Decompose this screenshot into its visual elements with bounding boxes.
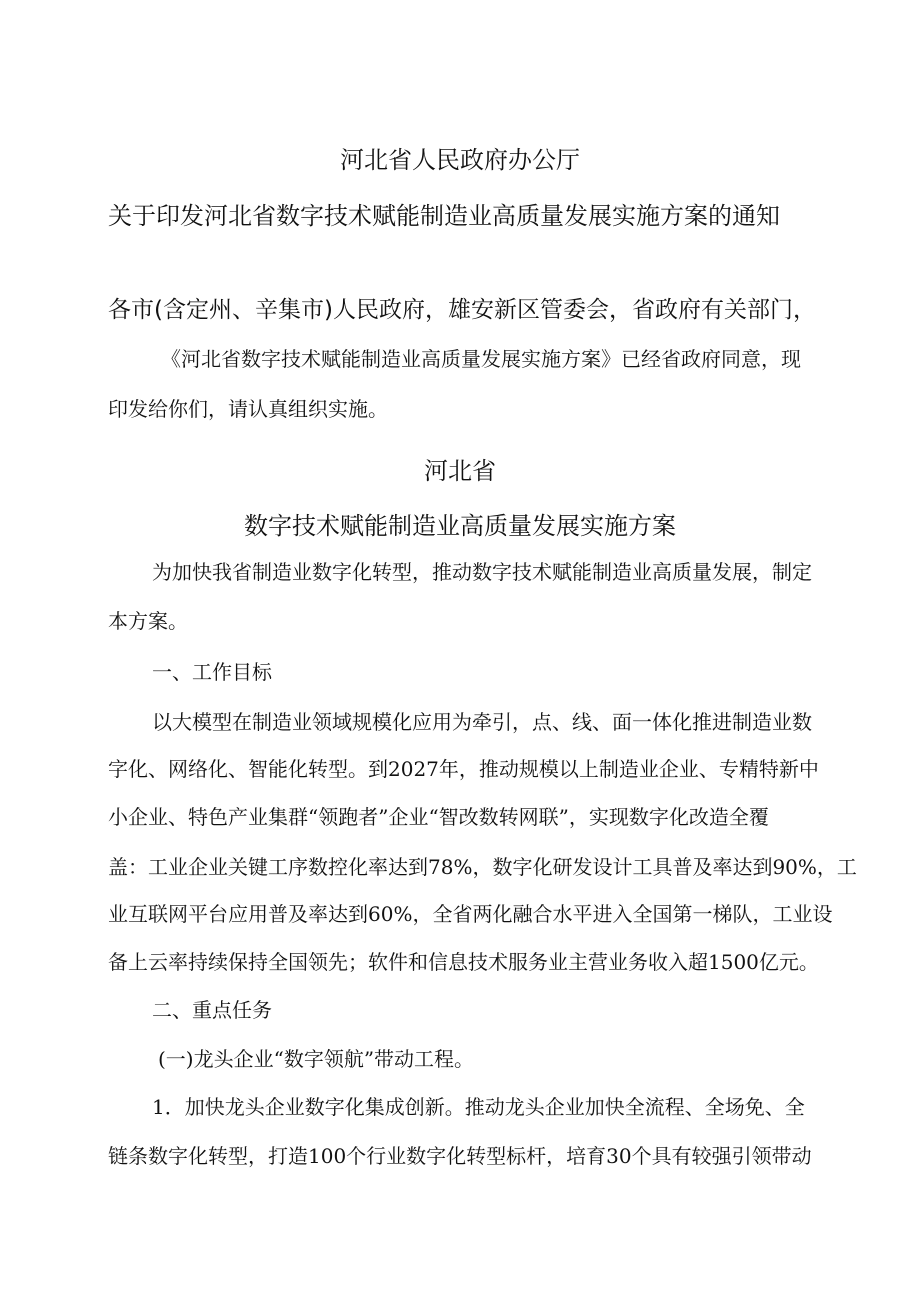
issuer-heading: 河北省人民政府办公厅	[340, 146, 580, 174]
notice-title: 关于印发河北省数字技术赋能制造业高质量发展实施方案的通知	[108, 202, 780, 230]
notice-body-line-1: 《河北省数字技术赋能制造业高质量发展实施方案》已经省政府同意，现	[161, 347, 801, 371]
section-1-heading: 一、工作目标	[152, 660, 272, 684]
intro-line-2: 本方案。	[108, 609, 188, 633]
section-1-line: 字化、网络化、智能化转型。到2027年，推动规模以上制造业企业、专精特新中	[108, 757, 819, 781]
section-1-line: 备上云率持续保持全国领先；软件和信息技术服务业主营业务收入超1500亿元。	[108, 950, 819, 974]
notice-body-line-2: 印发给你们，请认真组织实施。	[108, 397, 388, 421]
addressees: 各市(含定州、辛集市)人民政府，雄安新区管委会，省政府有关部门，	[108, 297, 816, 323]
subsection-1-heading: (一)龙头企业“数字领航”带动工程。	[158, 1047, 475, 1071]
section-1-line: 盖：工业企业关键工序数控化率达到78%，数字化研发设计工具普及率达到90%，工	[108, 855, 857, 879]
section-1-line: 业互联网平台应用普及率达到60%，全省两化融合水平进入全国第一梯队，工业设	[108, 902, 833, 926]
intro-line-1: 为加快我省制造业数字化转型，推动数字技术赋能制造业高质量发展，制定	[152, 560, 812, 584]
plan-title-line-2: 数字技术赋能制造业高质量发展实施方案	[244, 512, 676, 540]
section-1-line: 小企业、特色产业集群“领跑者”企业“智改数转网联”，实现数字化改造全覆	[108, 805, 769, 829]
section-1-line: 以大模型在制造业领域规模化应用为牵引，点、线、面一体化推进制造业数	[152, 710, 812, 734]
item-1-line: 链条数字化转型，打造100个行业数字化转型标杆，培育30个具有较强引领带动	[108, 1144, 812, 1168]
item-1-line: 1．加快龙头企业数字化集成创新。推动龙头企业加快全流程、全场免、全	[152, 1095, 805, 1119]
plan-title-line-1: 河北省	[424, 457, 496, 485]
section-2-heading: 二、重点任务	[152, 998, 272, 1022]
